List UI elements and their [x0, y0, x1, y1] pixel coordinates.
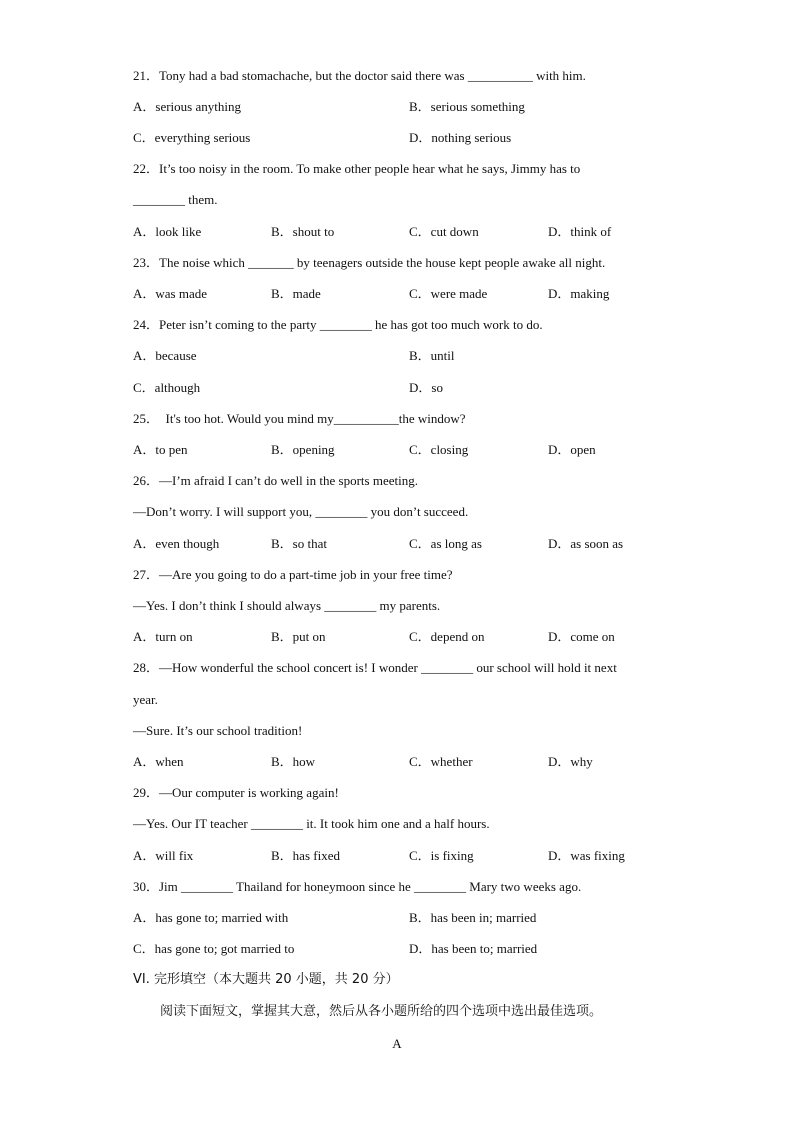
question-26-stem: 26．—I’m afraid I can’t do well in the sports meeting. — [133, 473, 418, 488]
question-22-option-d[interactable]: D．think of — [548, 224, 612, 239]
question-24-stem: 24．Peter isn’t coming to the party ________ he has got too much work to do. — [133, 317, 543, 332]
question-26-option-a[interactable]: A．even though — [133, 536, 220, 551]
question-25-option-b[interactable]: B．opening — [271, 442, 335, 457]
question-30-option-b[interactable]: B．has been in; married — [409, 910, 537, 925]
question-21-option-d[interactable]: D．nothing serious — [409, 130, 512, 145]
question-28-option-c[interactable]: C．whether — [409, 754, 473, 769]
question-21-stem: 21．Tony had a bad stomachache, but the doctor said there was __________ with him. — [133, 68, 586, 83]
passage-label: A — [392, 1036, 402, 1051]
question-28-option-d[interactable]: D．why — [548, 754, 593, 769]
question-26-stem-cont: —Don’t worry. I will support you, ________ you don’t succeed. — [133, 504, 469, 519]
question-29-stem: 29．—Our computer is working again! — [133, 785, 339, 800]
question-21-option-c[interactable]: C．everything serious — [133, 130, 251, 145]
question-25-stem: 25． It's too hot. Would you mind my__________the window? — [133, 411, 466, 426]
question-22-stem-cont: ________ them. — [133, 192, 218, 207]
question-28-stem-cont: year. — [133, 692, 158, 707]
section-heading: VI. 完形填空（本大题共 20 小题，共 20 分） — [133, 972, 399, 987]
question-23-option-d[interactable]: D．making — [548, 286, 610, 301]
question-25-option-c[interactable]: C．closing — [409, 442, 469, 457]
question-30-stem: 30．Jim ________ Thailand for honeymoon since he ________ Mary two weeks ago. — [133, 879, 582, 894]
question-25-option-d[interactable]: D．open — [548, 442, 596, 457]
question-24-option-a[interactable]: A．because — [133, 348, 197, 363]
question-22-option-a[interactable]: A．look like — [133, 224, 202, 239]
question-24-option-c[interactable]: C．although — [133, 380, 201, 395]
question-21-option-b[interactable]: B．serious something — [409, 99, 525, 114]
question-29-option-c[interactable]: C．is fixing — [409, 848, 474, 863]
question-27-option-a[interactable]: A．turn on — [133, 629, 193, 644]
question-23-stem: 23．The noise which _______ by teenagers outside the house kept people awake all night. — [133, 255, 606, 270]
question-23-option-a[interactable]: A．was made — [133, 286, 208, 301]
question-27-stem: 27．—Are you going to do a part-time job in your free time? — [133, 567, 453, 582]
question-27-option-c[interactable]: C．depend on — [409, 629, 485, 644]
question-29-stem-cont: —Yes. Our IT teacher ________ it. It took him one and a half hours. — [133, 816, 490, 831]
question-30-option-c[interactable]: C．has gone to; got married to — [133, 941, 295, 956]
question-21-option-a[interactable]: A．serious anything — [133, 99, 241, 114]
question-27-stem-cont: —Yes. I don’t think I should always ________ my parents. — [133, 598, 441, 613]
question-26-option-b[interactable]: B．so that — [271, 536, 327, 551]
question-27-option-b[interactable]: B．put on — [271, 629, 326, 644]
question-26-option-d[interactable]: D．as soon as — [548, 536, 624, 551]
section-instruction: 阅读下面短文，掌握其大意，然后从各小题所给的四个选项中选出最佳选项。 — [160, 1004, 603, 1019]
question-28-stem: 28．—How wonderful the school concert is! I wonder ________ our school will hold it next — [133, 660, 617, 675]
question-25-option-a[interactable]: A．to pen — [133, 442, 188, 457]
question-29-option-b[interactable]: B．has fixed — [271, 848, 340, 863]
question-26-option-c[interactable]: C．as long as — [409, 536, 482, 551]
question-30-option-a[interactable]: A．has gone to; married with — [133, 910, 289, 925]
question-27-option-d[interactable]: D．come on — [548, 629, 615, 644]
question-22-option-b[interactable]: B．shout to — [271, 224, 335, 239]
question-22-option-c[interactable]: C．cut down — [409, 224, 479, 239]
question-24-option-d[interactable]: D．so — [409, 380, 443, 395]
question-28-reply: —Sure. It’s our school tradition! — [133, 723, 303, 738]
question-30-option-d[interactable]: D．has been to; married — [409, 941, 538, 956]
question-29-option-a[interactable]: A．will fix — [133, 848, 194, 863]
question-23-option-c[interactable]: C．were made — [409, 286, 488, 301]
question-28-option-a[interactable]: A．when — [133, 754, 184, 769]
question-22-stem: 22．It’s too noisy in the room. To make other people hear what he says, Jimmy has to — [133, 161, 581, 176]
question-23-option-b[interactable]: B．made — [271, 286, 321, 301]
question-24-option-b[interactable]: B．until — [409, 348, 455, 363]
question-28-option-b[interactable]: B．how — [271, 754, 316, 769]
question-29-option-d[interactable]: D．was fixing — [548, 848, 625, 863]
